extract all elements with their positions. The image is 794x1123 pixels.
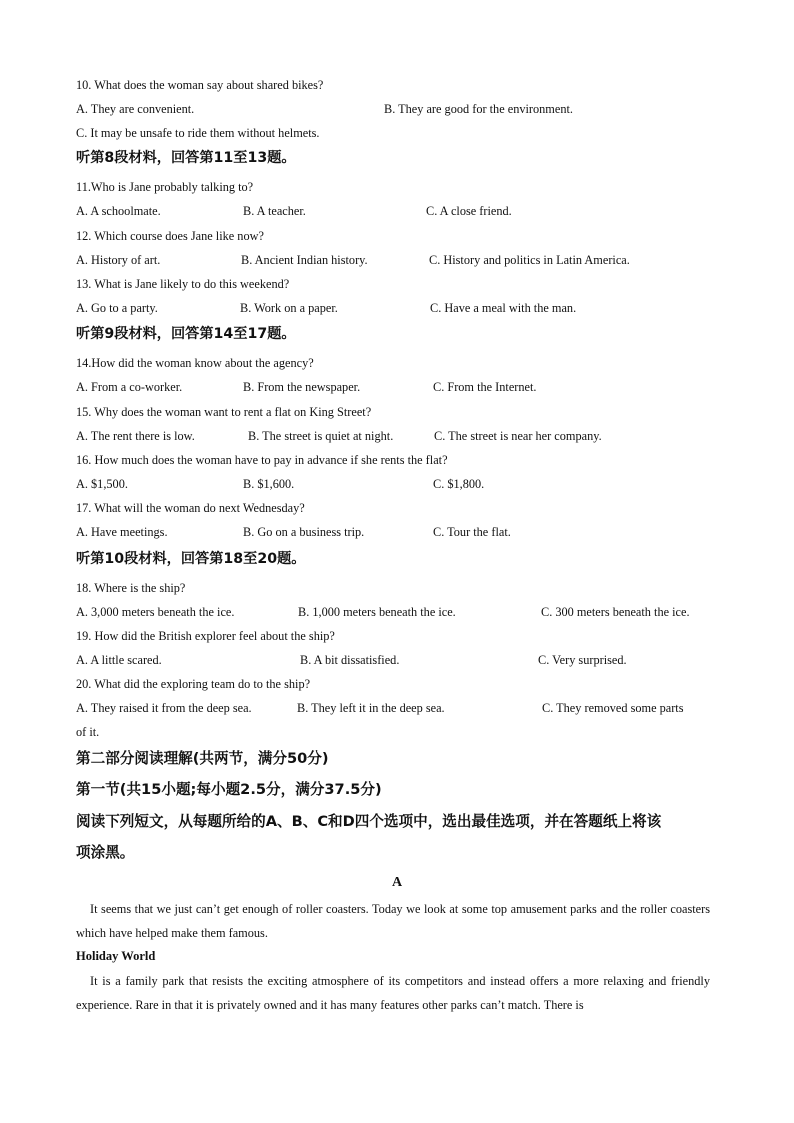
instruction-line-1: 阅读下列短文，从每题所给的A、B、C和D四个选项中，选出最佳选项，并在答题纸上将该 [76, 813, 662, 830]
question-stem: 14.How did the woman know about the agency? [76, 356, 314, 370]
question-stem: 18. Where is the ship? [76, 581, 186, 595]
question-stem: 20. What did the exploring team do to the ship? [76, 677, 311, 691]
section-heading: 听第10段材料，回答第18至20题。 [76, 551, 306, 567]
section-heading: 听第9段材料，回答第14至17题。 [76, 326, 296, 342]
option-a: A. A little scared. [76, 653, 162, 667]
option-a: A. History of art. [76, 253, 161, 267]
option-a: A. Go to a party. [76, 301, 158, 315]
question-stem: 17. What will the woman do next Wednesday? [76, 501, 305, 515]
option-c: C. $1,800. [433, 477, 485, 491]
option-a: A. $1,500. [76, 477, 128, 491]
option-b: B. $1,600. [243, 477, 295, 491]
option-b: B. They are good for the environment. [384, 102, 573, 116]
option-c: C. Have a meal with the man. [430, 301, 577, 315]
option-a: A. They raised it from the deep sea. [76, 701, 252, 715]
option-a: A. From a co-worker. [76, 380, 183, 394]
option-c: C. Very surprised. [538, 653, 627, 667]
option-b: B. Ancient Indian history. [241, 253, 368, 267]
option-c: C. 300 meters beneath the ice. [541, 605, 690, 619]
passage-intro: It seems that we just can’t get enough of roller coasters. Today we look at some top amusement parks and the roller coasters which have helped make them famous. [76, 902, 710, 940]
section-heading: 听第8段材料，回答第11至13题。 [76, 150, 296, 166]
option-c: C. From the Internet. [433, 380, 537, 394]
option-c: C. They removed some parts [542, 701, 684, 715]
option-c: C. It may be unsafe to ride them without helmets. [76, 126, 320, 140]
question-stem: 13. What is Jane likely to do this weekend? [76, 277, 290, 291]
question-stem: 15. Why does the woman want to rent a flat on King Street? [76, 405, 372, 419]
option-a: A. 3,000 meters beneath the ice. [76, 605, 235, 619]
option-a: A. They are convenient. [76, 102, 195, 116]
option-b: B. From the newspaper. [243, 380, 361, 394]
question-stem: 11.Who is Jane probably talking to? [76, 180, 254, 194]
passage-subhead: Holiday World [76, 949, 156, 963]
option-a: A. A schoolmate. [76, 204, 161, 218]
option-c-continued: of it. [76, 725, 100, 739]
option-a: A. Have meetings. [76, 525, 168, 539]
instruction-line-2: 项涂黑。 [76, 844, 135, 861]
section-title: 第一节(共15小题;每小题2.5分，满分37.5分) [76, 781, 382, 798]
option-b: B. 1,000 meters beneath the ice. [298, 605, 456, 619]
question-stem: 10. What does the woman say about shared bikes? [76, 78, 324, 92]
option-c: C. History and politics in Latin America. [429, 253, 630, 267]
option-c: C. The street is near her company. [434, 429, 602, 443]
option-b: B. They left it in the deep sea. [297, 701, 445, 715]
option-b: B. A teacher. [243, 204, 306, 218]
question-stem: 16. How much does the woman have to pay in advance if she rents the flat? [76, 453, 448, 467]
question-stem: 12. Which course does Jane like now? [76, 229, 264, 243]
part-title: 第二部分阅读理解(共两节，满分50分) [76, 750, 329, 767]
option-b: B. A bit dissatisfied. [300, 653, 400, 667]
option-b: B. Work on a paper. [240, 301, 338, 315]
option-b: B. The street is quiet at night. [248, 429, 394, 443]
option-c: C. A close friend. [426, 204, 512, 218]
question-stem: 19. How did the British explorer feel about the ship? [76, 629, 335, 643]
option-c: C. Tour the flat. [433, 525, 511, 539]
passage-label: A [391, 875, 403, 890]
passage-paragraph: It is a family park that resists the exciting atmosphere of its competitors and instead offers a more relaxing and friendly experience. Rare in that it is privately owned and it has many features other parks can’t match. There is [76, 974, 710, 1012]
option-a: A. The rent there is low. [76, 429, 195, 443]
option-b: B. Go on a business trip. [243, 525, 365, 539]
